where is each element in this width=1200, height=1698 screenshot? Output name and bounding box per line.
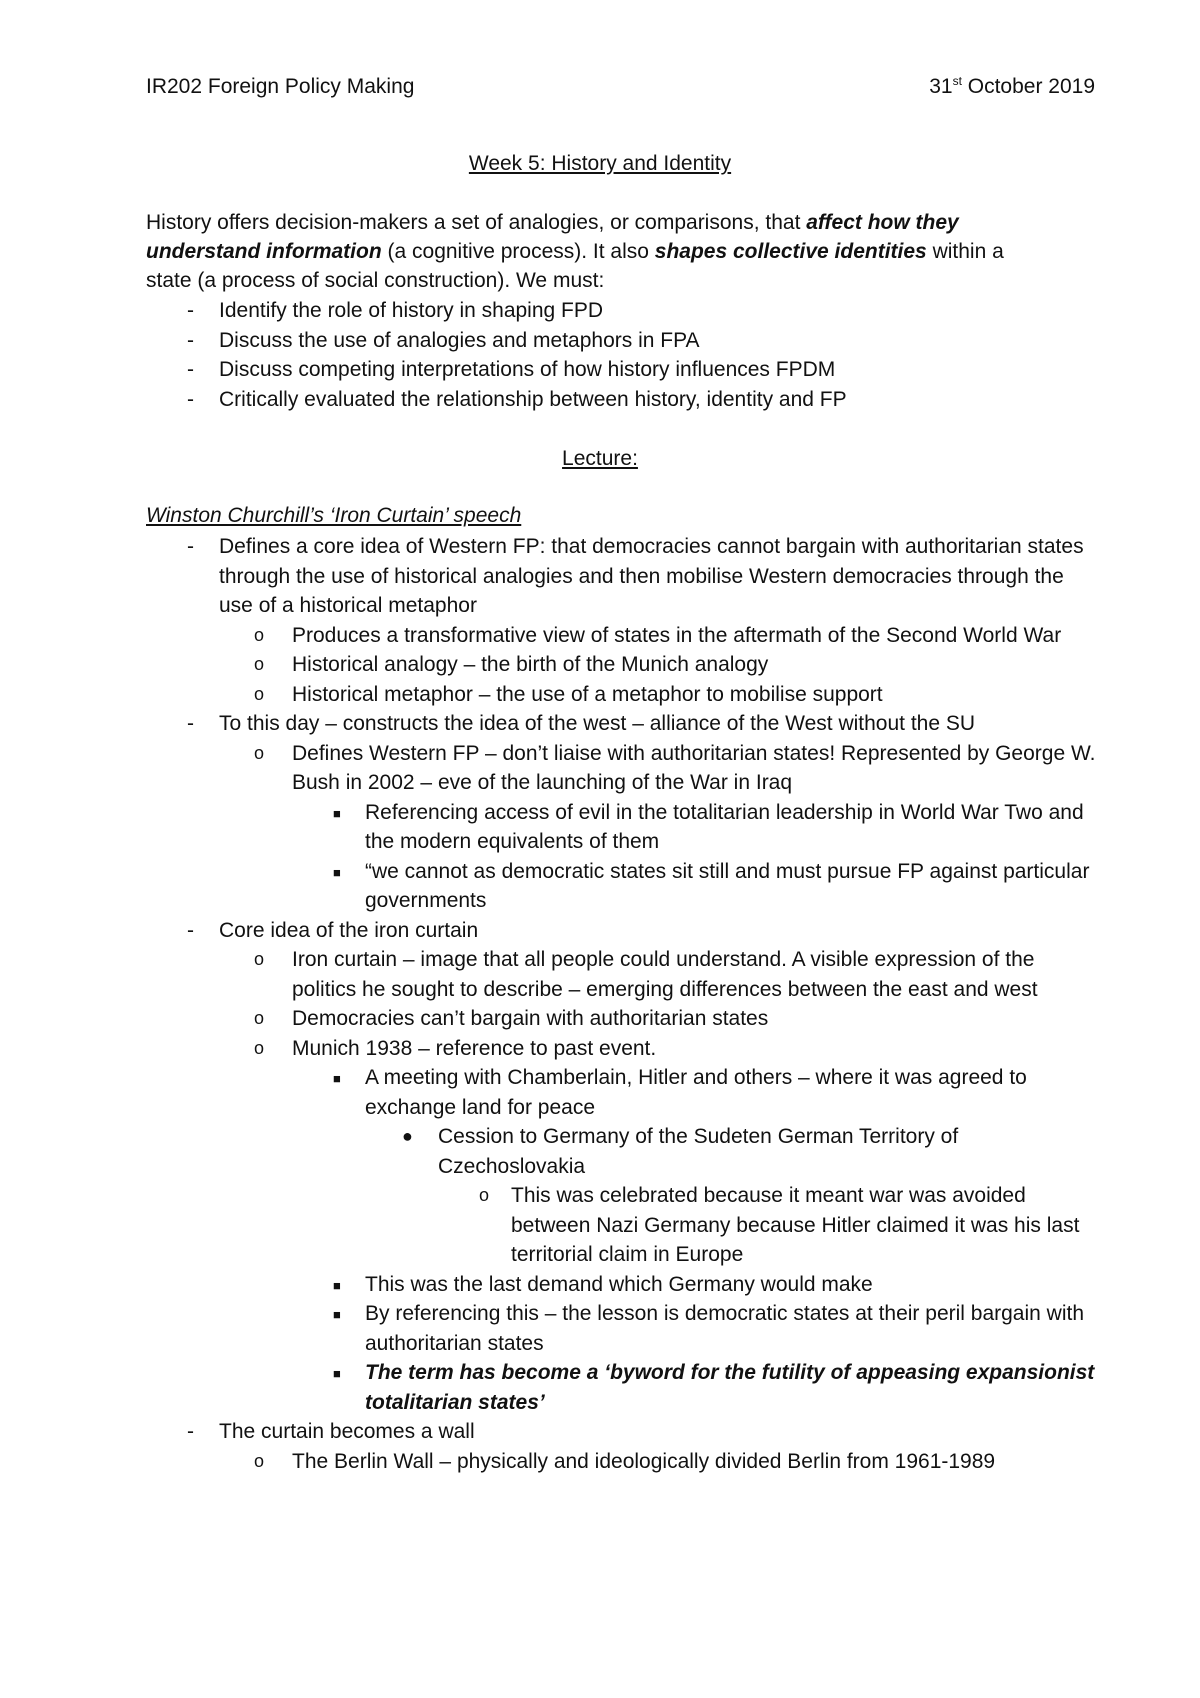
circle-marker: o: [254, 654, 265, 674]
dash-marker: -: [187, 328, 194, 352]
list-item-text: This was the last demand which Germany would make: [365, 1272, 873, 1296]
list-item: [0, 1063, 1200, 1122]
list-item-text: Core idea of the iron curtain: [219, 918, 479, 942]
list-item: [0, 798, 1200, 857]
page-title: Week 5: History and Identity: [468, 152, 732, 175]
dash-marker: -: [187, 299, 194, 322]
list-item-text: Discuss the use of analogies and metaphors in FPA: [219, 328, 700, 352]
dash-marker: -: [187, 535, 194, 558]
section-heading: Winston Churchill’s ‘Iron Curtain’ speech: [146, 504, 522, 527]
list-item: [0, 296, 1200, 326]
dash-marker: -: [187, 712, 194, 735]
circle-marker: o: [254, 742, 265, 763]
list-item-text: The term has become a ‘byword for the futility of appeasing expansionist totalitarian states’: [365, 1361, 1095, 1414]
list-item: [0, 1004, 1200, 1034]
list-item: [0, 1034, 1200, 1064]
list-item-text: The Berlin Wall – physically and ideologically divided Berlin from 1961-1989: [292, 1449, 996, 1473]
dash-marker: -: [187, 387, 194, 411]
date-rest: October 2019: [961, 75, 1095, 98]
list-item: [0, 326, 1200, 356]
intro-text-3: within a state (a process of social construction). We must:: [146, 240, 1004, 292]
list-item-text: Produces a transformative view of states in the aftermath of the Second World War: [292, 623, 1062, 647]
intro-text-1: History offers decision-makers a set of analogies, or comparisons, that: [146, 211, 807, 234]
list-item-text: This was celebrated because it meant war was avoided between Nazi Germany because Hitler claimed it was his last territorial claim in Europe: [511, 1184, 1080, 1266]
date-day: 31: [929, 75, 953, 98]
square-marker: ■: [333, 805, 341, 821]
square-marker: ■: [333, 1277, 341, 1293]
dash-marker: -: [187, 358, 194, 381]
square-marker: ■: [333, 1307, 341, 1322]
course-title: IR202 Foreign Policy Making: [146, 75, 415, 98]
list-item-text: Identify the role of history in shaping FPD: [219, 299, 604, 322]
list-item-text: Iron curtain – image that all people could understand. A visible expression of the politics he sought to describe – emerging differences between the east and west: [292, 948, 1038, 1001]
square-marker: ■: [333, 864, 341, 880]
intro-emphasis-1: affect how they understand information: [146, 211, 959, 263]
list-item-text: The curtain becomes a wall: [219, 1420, 475, 1443]
circle-marker: o: [254, 1008, 265, 1028]
list-item: [0, 680, 1200, 710]
list-item-text: Cession to Germany of the Sudeten German Territory of Czechoslovakia: [438, 1125, 959, 1178]
list-item-text: Discuss competing interpretations of how history influences FPDM: [219, 358, 836, 381]
intro-emphasis-2: shapes collective identities: [654, 240, 927, 263]
list-item: [0, 1299, 1200, 1358]
list-item: [0, 857, 1200, 916]
list-item-text: Historical metaphor – the use of a metaphor to mobilise support: [292, 682, 883, 706]
list-item: [0, 1447, 1200, 1477]
lecture-heading: Lecture:: [562, 447, 638, 470]
bullet-marker: ●: [402, 1126, 413, 1146]
list-item: [0, 709, 1200, 739]
notes-list: [0, 532, 1200, 1476]
list-item: [0, 385, 1200, 415]
list-item-text: Democracies can’t bargain with authoritarian states: [292, 1007, 769, 1030]
date-suffix: st: [952, 74, 962, 88]
list-item-text: Referencing access of evil in the totalitarian leadership in World War Two and the modern equivalents of them: [365, 800, 1084, 853]
circle-marker: o: [479, 1185, 490, 1205]
list-item-text: To this day – constructs the idea of the west – alliance of the West without the SU: [219, 712, 976, 735]
dash-marker: -: [187, 918, 194, 942]
circle-marker: o: [254, 1037, 265, 1058]
list-item: [0, 916, 1200, 946]
list-item: [0, 1181, 1200, 1270]
list-item-text: Munich 1938 – reference to past event.: [292, 1036, 657, 1060]
dash-marker: -: [187, 1420, 194, 1443]
list-item: [0, 621, 1200, 651]
objectives-list: [0, 296, 1200, 414]
list-item-text: A meeting with Chamberlain, Hitler and others – where it was agreed to exchange land for peace: [365, 1066, 1027, 1119]
intro-paragraph: [146, 208, 1046, 295]
list-item: [0, 1270, 1200, 1300]
circle-marker: o: [254, 683, 265, 704]
circle-marker: o: [254, 1450, 265, 1471]
list-item: [0, 650, 1200, 680]
list-item: [0, 355, 1200, 385]
intro-text-2: (a cognitive process). It also: [381, 240, 655, 263]
list-item: [0, 739, 1200, 798]
list-item: [0, 945, 1200, 1004]
square-marker: ■: [333, 1366, 341, 1381]
circle-marker: o: [254, 624, 265, 645]
list-item-text: “we cannot as democratic states sit still and must pursue FP against particular governments: [365, 859, 1090, 912]
circle-marker: o: [254, 949, 265, 969]
list-item-text: Critically evaluated the relationship between history, identity and FP: [219, 387, 847, 411]
list-item-text: Historical analogy – the birth of the Munich analogy: [292, 653, 769, 676]
list-item: [0, 1358, 1200, 1417]
list-item: [0, 1122, 1200, 1181]
date: [929, 74, 1095, 100]
list-item-text: Defines a core idea of Western FP: that democracies cannot bargain with authoritarian states through the use of historical analogies and then mobilise Western democracies through the use of a historical metaphor: [219, 535, 1084, 617]
list-item: [0, 1417, 1200, 1447]
list-item-text: Defines Western FP – don’t liaise with authoritarian states! Represented by George W. Bush in 2002 – eve of the launching of the War in Iraq: [292, 741, 1096, 794]
square-marker: ■: [333, 1071, 341, 1086]
list-item: [0, 532, 1200, 621]
list-item-text: By referencing this – the lesson is democratic states at their peril bargain with authoritarian states: [365, 1302, 1085, 1355]
